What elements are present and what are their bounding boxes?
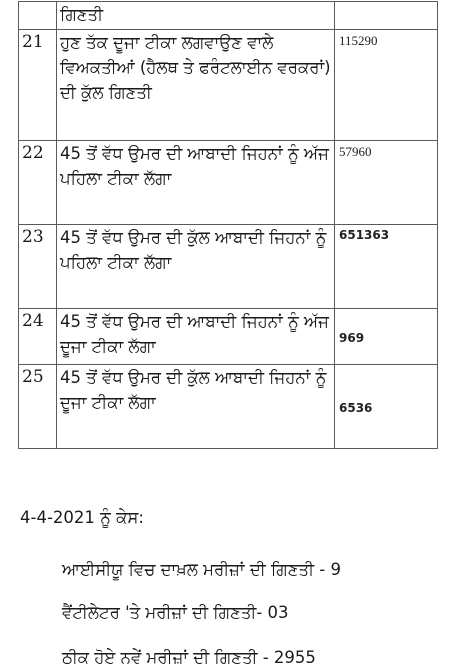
row-value: 651363 <box>335 225 438 309</box>
row-value: 57960 <box>335 141 438 225</box>
row-description: ਹੁਣ ਤੱਕ ਦੂਜਾ ਟੀਕਾ ਲਗਵਾਉਣ ਵਾਲੇ ਵਿਅਕਤੀਆਂ (ਹੈਲਥ ਤੇ ਫਰੰਟਲਾਈਨ ਵਰਕਰਾਂ) ਦੀ ਕੁੱਲ ਗਿਣਤੀ <box>57 30 335 141</box>
table-row <box>19 225 438 309</box>
row-number: 22 <box>19 141 57 225</box>
recovered-patients-line: ਠੀਕ ਹੋਏ ਨਵੇਂ ਮਰੀਜ਼ਾਂ ਦੀ ਗਿਣਤੀ - 2955 <box>62 648 316 667</box>
row-number <box>19 2 57 30</box>
row-number: 21 <box>19 30 57 141</box>
row-number: 23 <box>19 225 57 309</box>
table-row <box>19 365 438 449</box>
row-number: 25 <box>19 365 57 449</box>
vaccination-stats-table <box>18 1 438 449</box>
row-description: 45 ਤੋਂ ਵੱਧ ਉਮਰ ਦੀ ਕੁੱਲ ਆਬਾਦੀ ਜਿਹਨਾਂ ਨੂੰ ਪਹਿਲਾ ਟੀਕਾ ਲੱਗਾ <box>57 225 335 309</box>
row-description: 45 ਤੋਂ ਵੱਧ ਉਮਰ ਦੀ ਕੁੱਲ ਆਬਾਦੀ ਜਿਹਨਾਂ ਨੂੰ ਦੂਜਾ ਟੀਕਾ ਲੱਗਾ <box>57 365 335 449</box>
row-value: 969 <box>335 309 438 365</box>
cases-heading: 4-4-2021 ਨੂੰ ਕੇਸ: <box>20 508 144 527</box>
table-row <box>19 30 438 141</box>
row-value: 6536 <box>335 365 438 449</box>
row-description: 45 ਤੋਂ ਵੱਧ ਉਮਰ ਦੀ ਆਬਾਦੀ ਜਿਹਨਾਂ ਨੂੰ ਅੱਜ ਪਹਿਲਾ ਟੀਕਾ ਲੱਗਾ <box>57 141 335 225</box>
row-value: 115290 <box>335 30 438 141</box>
table-row <box>19 2 438 30</box>
row-number: 24 <box>19 309 57 365</box>
ventilator-patients-line: ਵੈਂਟੀਲੇਟਰ 'ਤੇ ਮਰੀਜ਼ਾਂ ਦੀ ਗਿਣਤੀ- 03 <box>62 603 289 622</box>
row-value <box>335 2 438 30</box>
icu-patients-line: ਆਈਸੀਯੂ ਵਿਚ ਦਾਖ਼ਲ ਮਰੀਜ਼ਾਂ ਦੀ ਗਿਣਤੀ - 9 <box>62 560 341 579</box>
table-row <box>19 309 438 365</box>
row-description: ਗਿਣਤੀ <box>57 2 335 30</box>
row-description: 45 ਤੋਂ ਵੱਧ ਉਮਰ ਦੀ ਆਬਾਦੀ ਜਿਹਨਾਂ ਨੂੰ ਅੱਜ ਦੂਜਾ ਟੀਕਾ ਲੱਗਾ <box>57 309 335 365</box>
table-row <box>19 141 438 225</box>
